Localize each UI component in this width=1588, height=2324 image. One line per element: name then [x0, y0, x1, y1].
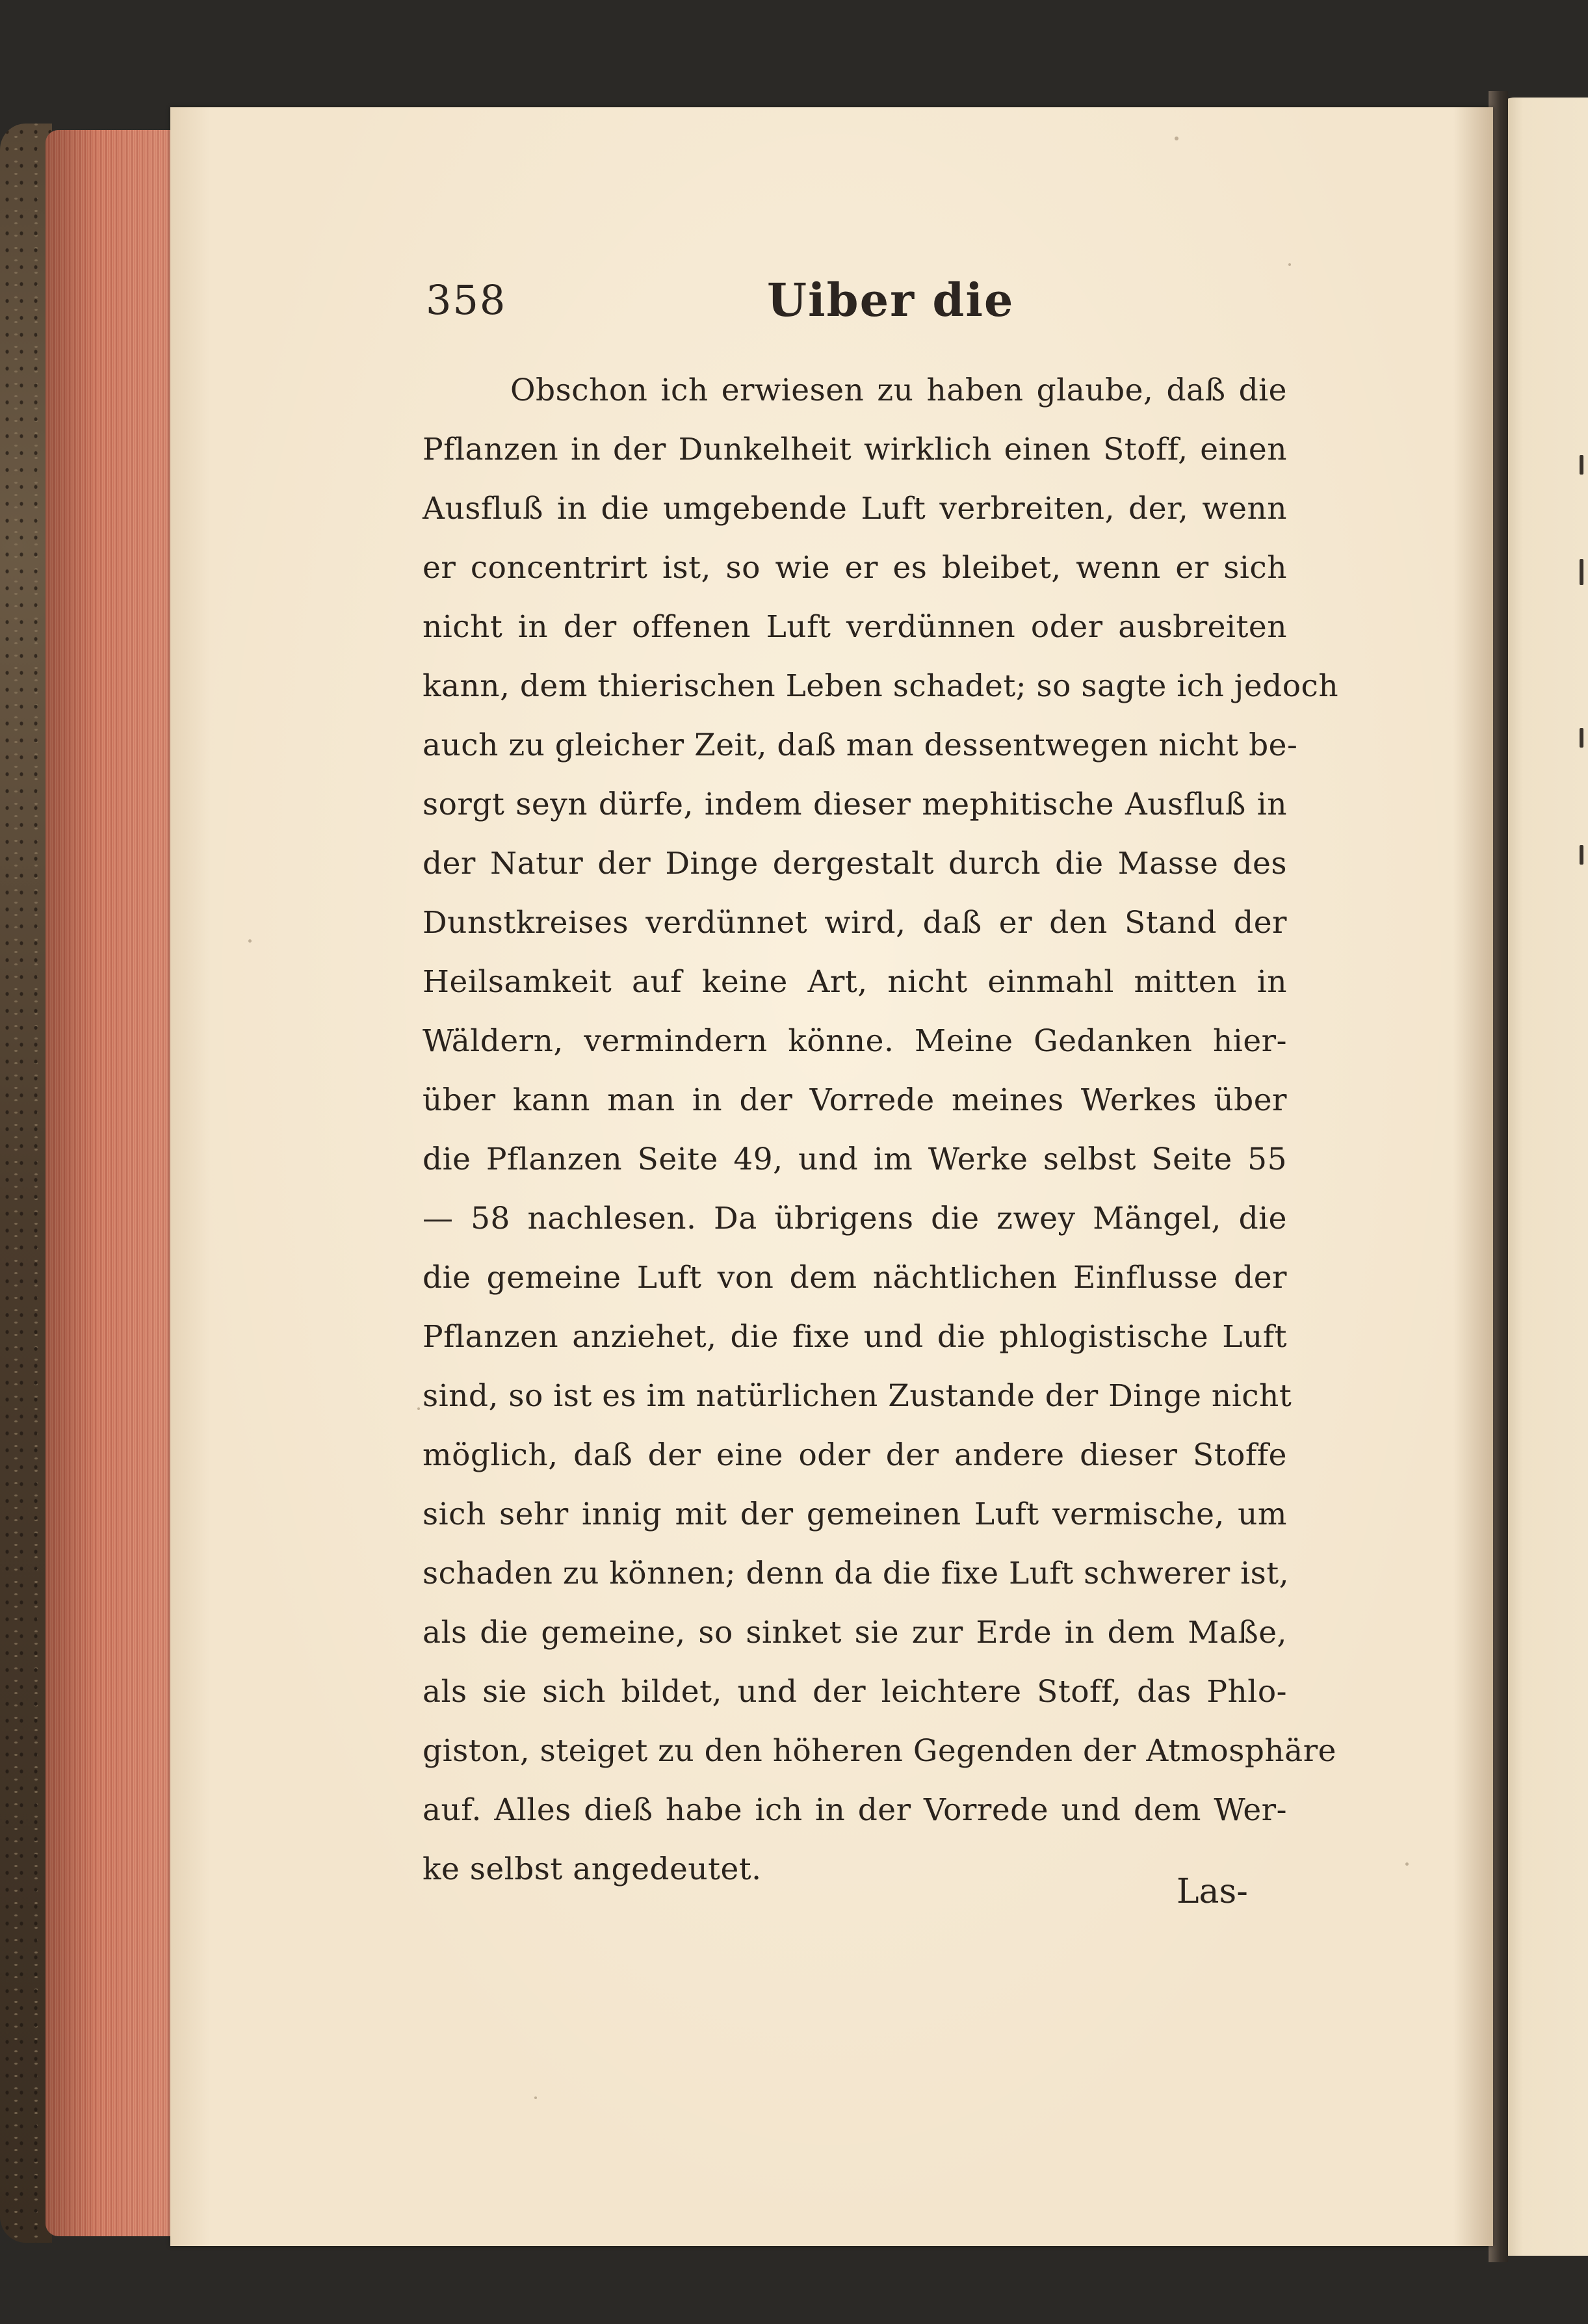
cover-texture [0, 124, 52, 2243]
body-paragraph [423, 361, 1339, 1899]
text-line: Obschon ich erwiesen zu haben glaube, daß die [510, 372, 1287, 408]
text-line: Pflanzen anziehet, die fixe und die phlogistische Luft [423, 1319, 1287, 1355]
text-line: nicht in der offenen Luft verdünnen oder ausbreiten [423, 609, 1287, 645]
text-line: die Pflanzen Seite 49, und im Werke selbst Seite 55 [423, 1142, 1287, 1177]
text-line: sind, so ist es im natürlichen Zustande der Dinge nicht [423, 1378, 1292, 1414]
text-line: Dunstkreises verdünnet wird, daß er den Stand der [423, 905, 1287, 941]
text-line: — 58 nachlesen. Da übrigens die zwey Mängel, die [423, 1201, 1287, 1236]
text-line: auch zu gleicher Zeit, daß man dessentwegen nicht be- [423, 727, 1298, 763]
text-line: Ausfluß in die umgebende Luft verbreiten, der, wenn [423, 491, 1287, 527]
text-line: Wäldern, vermindern könne. Meine Gedanken hier- [423, 1023, 1287, 1059]
text-line: Pflanzen in der Dunkelheit wirklich einen Stoff, einen [423, 432, 1287, 467]
text-line: auf. Alles dieß habe ich in der Vorrede und dem Wer- [423, 1792, 1287, 1828]
text-line: schaden zu können; denn da die fixe Luft schwerer ist, [423, 1556, 1290, 1591]
running-head: Uiber die [767, 273, 1015, 327]
text-line: als sie sich bildet, und der leichtere Stoff, das Phlo- [423, 1674, 1287, 1710]
text-line: die gemeine Luft von dem nächtlichen Einflusse der [423, 1260, 1287, 1296]
book-cover-left [0, 124, 52, 2243]
facing-page [1495, 98, 1588, 2256]
facing-page-text-marks [1580, 455, 1588, 1755]
catchword: Las- [1177, 1872, 1248, 1911]
text-line: der Natur der Dinge dergestalt durch die Masse des [423, 846, 1287, 881]
text-line: sorgt seyn dürfe, indem dieser mephitische Ausfluß in [423, 787, 1287, 822]
text-line: giston, steiget zu den höheren Gegenden der Atmosphäre [423, 1733, 1336, 1769]
text-line: Heilsamkeit auf keine Art, nicht einmahl mitten in [423, 964, 1287, 1000]
text-line: er concentrirt ist, so wie er es bleibet, wenn er sich [423, 550, 1287, 586]
text-line: ke selbst angedeutet. [423, 1851, 762, 1887]
page-edges-shading [46, 130, 176, 2236]
text-line: über kann man in der Vorrede meines Werkes über [423, 1082, 1287, 1118]
text-line: kann, dem thierischen Leben schadet; so sagte ich jedoch [423, 668, 1339, 704]
text-line: als die gemeine, so sinket sie zur Erde in dem Maße, [423, 1615, 1287, 1651]
page-number: 358 [426, 276, 507, 324]
text-line: möglich, daß der eine oder der andere dieser Stoffe [423, 1437, 1287, 1473]
text-line: sich sehr innig mit der gemeinen Luft vermische, um [423, 1496, 1287, 1532]
